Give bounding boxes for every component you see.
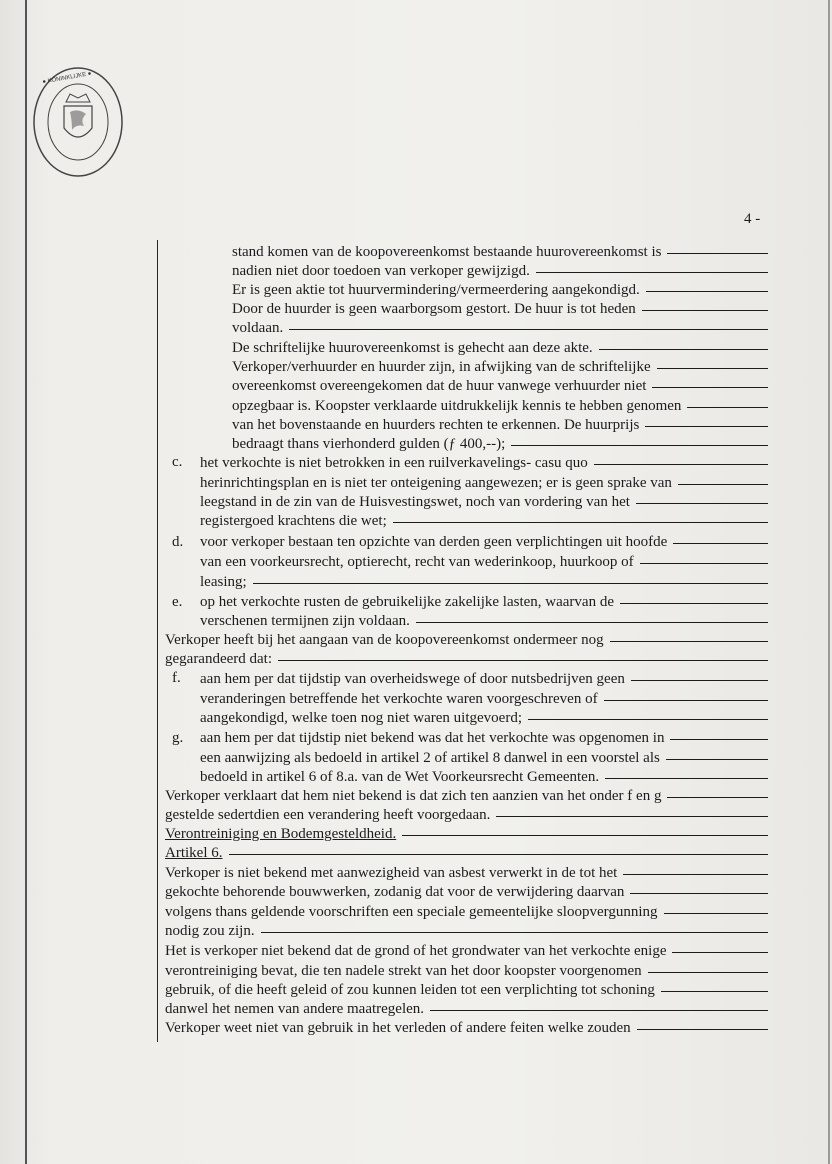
item-label-f: f. [172,670,181,686]
text-line: stand komen van de koopovereenkomst bestaande huurovereenkomst is [232,242,768,262]
text-line: van een voorkeursrecht, optierecht, recht van wederinkoop, huurkoop of [200,552,768,572]
text-line: aangekondigd, welke toen nog niet waren uitgevoerd; [200,708,768,728]
text-line: verontreiniging bevat, die ten nadele strekt van het door koopster voorgenomen [165,961,768,981]
text-line: veranderingen betreffende het verkochte waren voorgeschreven of [200,689,768,709]
text-line: gegarandeerd dat: [165,649,768,669]
text-line: nadien niet door toedoen van verkoper gewijzigd. [232,261,768,281]
text-line: voldaan. [232,318,768,338]
item-label-d: d. [172,534,184,550]
text-line: bedoeld in artikel 6 of 8.a. van de Wet Voorkeursrecht Gemeenten. [200,767,768,787]
text-line: gestelde sedertdien een verandering heeft voorgedaan. [165,805,768,825]
item-label-e: e. [172,594,183,610]
text-line: Er is geen aktie tot huurvermindering/vermeerdering aangekondigd. [232,280,768,300]
text-line: overeenkomst overeengekomen dat de huur vanwege verhuurder niet [232,376,768,396]
item-label-g: g. [172,730,184,746]
text-line: Verkoper is niet bekend met aanwezigheid van asbest verwerkt in de tot het [165,863,768,883]
text-line: gekochte behorende bouwwerken, zodanig dat voor de verwijdering daarvan [165,882,768,902]
text-line: opzegbaar is. Koopster verklaarde uitdrukkelijk kennis te hebben genomen [232,396,768,416]
page-number: 4 - [744,211,761,227]
text-line: leegstand in de zin van de Huisvestingswet, noch van vordering van het [200,492,768,512]
item-label-c: c. [172,454,183,470]
text-line: Verkoper verklaart dat hem niet bekend is dat zich ten aanzien van het onder f en g [165,786,768,806]
text-line: leasing; [200,572,768,592]
text-line: Verkoper weet niet van gebruik in het verleden of andere feiten welke zouden [165,1018,768,1038]
text-line: aan hem per dat tijdstip niet bekend was dat het verkochte was opgenomen in [200,728,768,748]
text-line: op het verkochte rusten de gebruikelijke zakelijke lasten, waarvan de [200,592,768,612]
text-line: Verkoper heeft bij het aangaan van de koopovereenkomst ondermeer nog [165,630,768,650]
text-line: bedraagt thans vierhonderd gulden (ƒ 400,--); [232,434,768,454]
text-line: gebruik, of die heeft geleid of zou kunnen leiden tot een verplichting tot schoning [165,980,768,1000]
text-line: Verkoper/verhuurder en huurder zijn, in afwijking van de schriftelijke [232,357,768,377]
svg-text:● KONINKLIJKE ●: ● KONINKLIJKE ● [42,70,92,86]
section-heading: Verontreiniging en Bodemgesteldheid. [165,824,768,844]
text-line: voor verkoper bestaan ten opzichte van derden geen verplichtingen uit hoofde [200,532,768,552]
text-line: De schriftelijke huurovereenkomst is gehecht aan deze akte. [232,338,768,358]
text-line: van het bovenstaande en huurders rechten te erkennen. De huurprijs [232,415,768,435]
text-line: registergoed krachtens die wet; [200,511,768,531]
text-line: herinrichtingsplan en is niet ter onteigening aangewezen; er is geen sprake van [200,473,768,493]
text-line: het verkochte is niet betrokken in een ruilverkavelings- casu quo [200,453,768,473]
article-heading: Artikel 6. [165,843,768,863]
text-line: Het is verkoper niet bekend dat de grond of het grondwater van het verkochte enige [165,941,768,961]
text-line: volgens thans geldende voorschriften een speciale gemeentelijke sloopvergunning [165,902,768,922]
text-line: aan hem per dat tijdstip van overheidswege of door nutsbedrijven geen [200,669,768,689]
text-line: een aanwijzing als bedoeld in artikel 2 of artikel 8 danwel in een voorstel als [200,748,768,768]
text-line: danwel het nemen van andere maatregelen. [165,999,768,1019]
text-line: Door de huurder is geen waarborgsom gestort. De huur is tot heden [232,299,768,319]
text-line: nodig zou zijn. [165,921,768,941]
text-line: verschenen termijnen zijn voldaan. [200,611,768,631]
